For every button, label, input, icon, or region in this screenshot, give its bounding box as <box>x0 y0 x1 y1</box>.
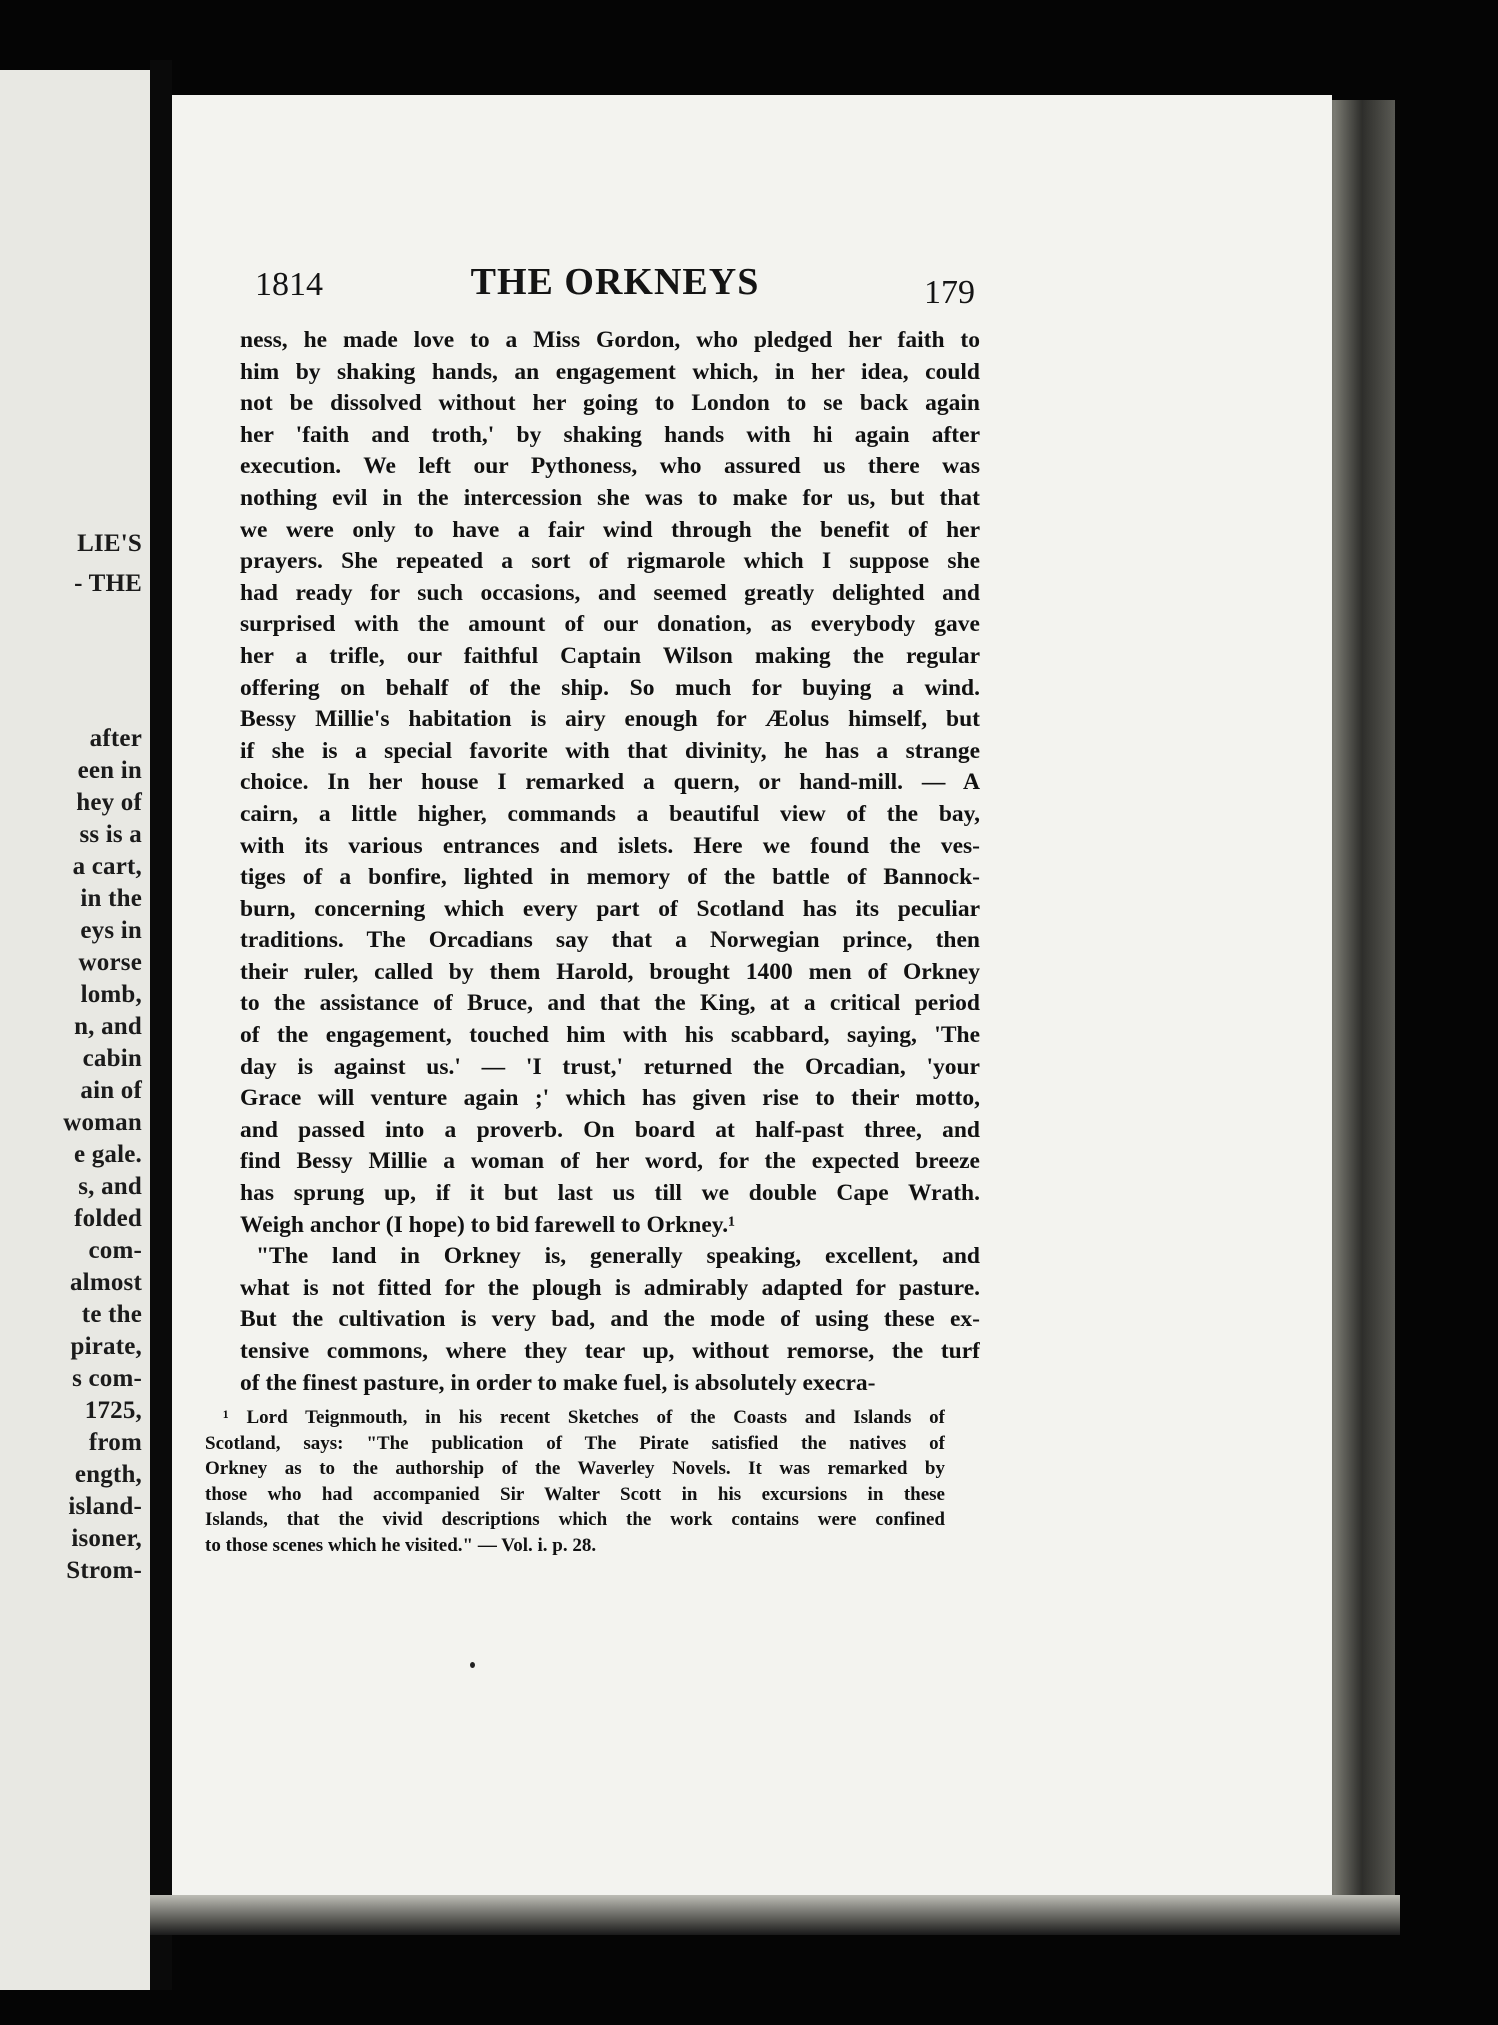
text-line: if she is a special favorite with that divinity, he has a strange <box>240 737 980 764</box>
footnote-line: Scotland, says: "The publication of The Pirate satisfied the natives of <box>205 1432 945 1454</box>
text-line: cairn, a little higher, commands a beautiful view of the bay, <box>240 800 980 827</box>
text-line: her a trifle, our faithful Captain Wilson making the regular <box>240 642 980 669</box>
text-line: we were only to have a fair wind through the benefit of her <box>240 516 980 543</box>
text-line: Bessy Millie's habitation is airy enough for Æolus himself, but <box>240 706 980 733</box>
facing-page-fragment: - THE <box>74 570 142 597</box>
facing-page-fragment: almost <box>69 1269 142 1296</box>
text-line: tensive commons, where they tear up, without remorse, the turf <box>240 1338 980 1364</box>
facing-page-fragment: te the <box>81 1301 142 1328</box>
print-speck <box>470 1662 475 1668</box>
facing-page-fragment: lomb, <box>80 981 142 1008</box>
facing-page-fragment: Strom- <box>66 1557 142 1584</box>
text-line: day is against us.' — 'I trust,' returned the Orcadian, 'your <box>240 1053 980 1080</box>
text-line: execution. We left our Pythoness, who assured us there was <box>240 453 980 480</box>
facing-page-fragment: isoner, <box>71 1525 142 1552</box>
facing-page-fragment: from <box>88 1429 142 1456</box>
footnote-line: to those scenes which he visited." — Vol. i. p. 28. <box>205 1534 597 1556</box>
header-title: THE ORKNEYS <box>470 261 760 303</box>
facing-page-fragment: ss is a <box>79 821 142 848</box>
facing-page-fragment: cabin <box>82 1045 142 1072</box>
text-line: traditions. The Orcadians say that a Norwegian prince, then <box>240 927 980 954</box>
footnote-line: Orkney as to the authorship of the Waverley Novels. It was remarked by <box>205 1458 945 1479</box>
text-line: has sprung up, if it but last us till we double Cape Wrath. <box>240 1180 980 1207</box>
facing-page-fragment: s, and <box>78 1173 142 1200</box>
facing-page-fragment: n, and <box>74 1013 142 1040</box>
text-line: not be dissolved without her going to London to se back again <box>240 390 980 417</box>
facing-page-fragment: eys in <box>80 917 142 944</box>
body-text <box>240 325 980 1399</box>
facing-page-fragment: folded <box>74 1205 142 1232</box>
text-line: tiges of a bonfire, lighted in memory of the battle of Bannock- <box>240 864 980 891</box>
footnote-line: ¹ Lord Teignmouth, in his recent Sketches of the Coasts and Islands of <box>223 1407 945 1428</box>
running-header <box>255 260 975 320</box>
text-line: of the finest pasture, in order to make fuel, is absolutely execra- <box>240 1369 876 1396</box>
facing-page-fragment: e gale. <box>73 1141 142 1168</box>
facing-page-fragment: ain of <box>80 1077 142 1104</box>
text-line: prayers. She repeated a sort of rigmarole which I suppose she <box>240 548 980 575</box>
facing-page-fragment: LIE'S <box>77 530 142 557</box>
text-line: burn, concerning which every part of Scotland has its peculiar <box>240 895 980 922</box>
facing-page-fragment: com- <box>88 1237 142 1264</box>
text-line: to the assistance of Bruce, and that the King, at a critical period <box>240 990 980 1017</box>
text-line: offering on behalf of the ship. So much for buying a wind. <box>240 674 980 701</box>
facing-page-fragment: 1725, <box>84 1397 142 1424</box>
text-line: her 'faith and troth,' by shaking hands with hi again after <box>240 421 980 448</box>
text-line: him by shaking hands, an engagement which, in her idea, could <box>240 358 980 385</box>
page-bottom-edge <box>150 1895 1400 1935</box>
footnote-line: Islands, that the vivid descriptions which the work contains were confined <box>205 1509 945 1530</box>
facing-page-fragment: a cart, <box>72 853 142 880</box>
text-line: But the cultivation is very bad, and the mode of using these ex- <box>240 1306 980 1333</box>
footnote-line: those who had accompanied Sir Walter Scott in his excursions in these <box>205 1483 945 1505</box>
page-number: 179 <box>924 274 975 311</box>
text-line: with its various entrances and islets. Here we found the ves- <box>240 832 980 859</box>
facing-page-fragment: worse <box>78 949 142 976</box>
facing-page-fragment: hey of <box>76 789 142 816</box>
text-line: Grace will venture again ;' which has given rise to their motto, <box>240 1085 980 1112</box>
text-line: had ready for such occasions, and seemed greatly delighted and <box>240 579 980 606</box>
text-line: their ruler, called by them Harold, brought 1400 men of Orkney <box>240 958 980 985</box>
text-line: what is not fitted for the plough is admirably adapted for pasture. <box>240 1274 980 1301</box>
book-gutter <box>150 60 172 1990</box>
facing-page-fragment: in the <box>80 885 142 912</box>
text-line: Weigh anchor (I hope) to bid farewell to Orkney.¹ <box>240 1211 736 1238</box>
facing-page-fragment: pirate, <box>70 1333 142 1360</box>
facing-page-left <box>0 70 150 1990</box>
text-line: find Bessy Millie a woman of her word, for the expected breeze <box>240 1148 980 1175</box>
text-line: surprised with the amount of our donation, as everybody gave <box>240 611 980 638</box>
facing-page-fragment: een in <box>77 757 142 784</box>
header-year: 1814 <box>255 266 323 303</box>
text-line: choice. In her house I remarked a quern, or hand-mill. — A <box>240 769 980 796</box>
text-line: "The land in Orkney is, generally speaking, excellent, and <box>256 1243 980 1270</box>
text-line: and passed into a proverb. On board at half-past three, and <box>240 1116 980 1143</box>
facing-page-fragment: ength, <box>74 1461 142 1488</box>
facing-page-fragment: after <box>89 725 142 752</box>
facing-page-fragment: island- <box>68 1493 142 1520</box>
footnote <box>205 1405 945 1558</box>
facing-page-fragment: woman <box>63 1109 142 1136</box>
text-line: of the engagement, touched him with his scabbard, saying, 'The <box>240 1022 980 1049</box>
text-line: ness, he made love to a Miss Gordon, who pledged her faith to <box>240 327 980 353</box>
text-line: nothing evil in the intercession she was to make for us, but that <box>240 484 980 511</box>
facing-page-fragment: s com- <box>72 1365 142 1392</box>
